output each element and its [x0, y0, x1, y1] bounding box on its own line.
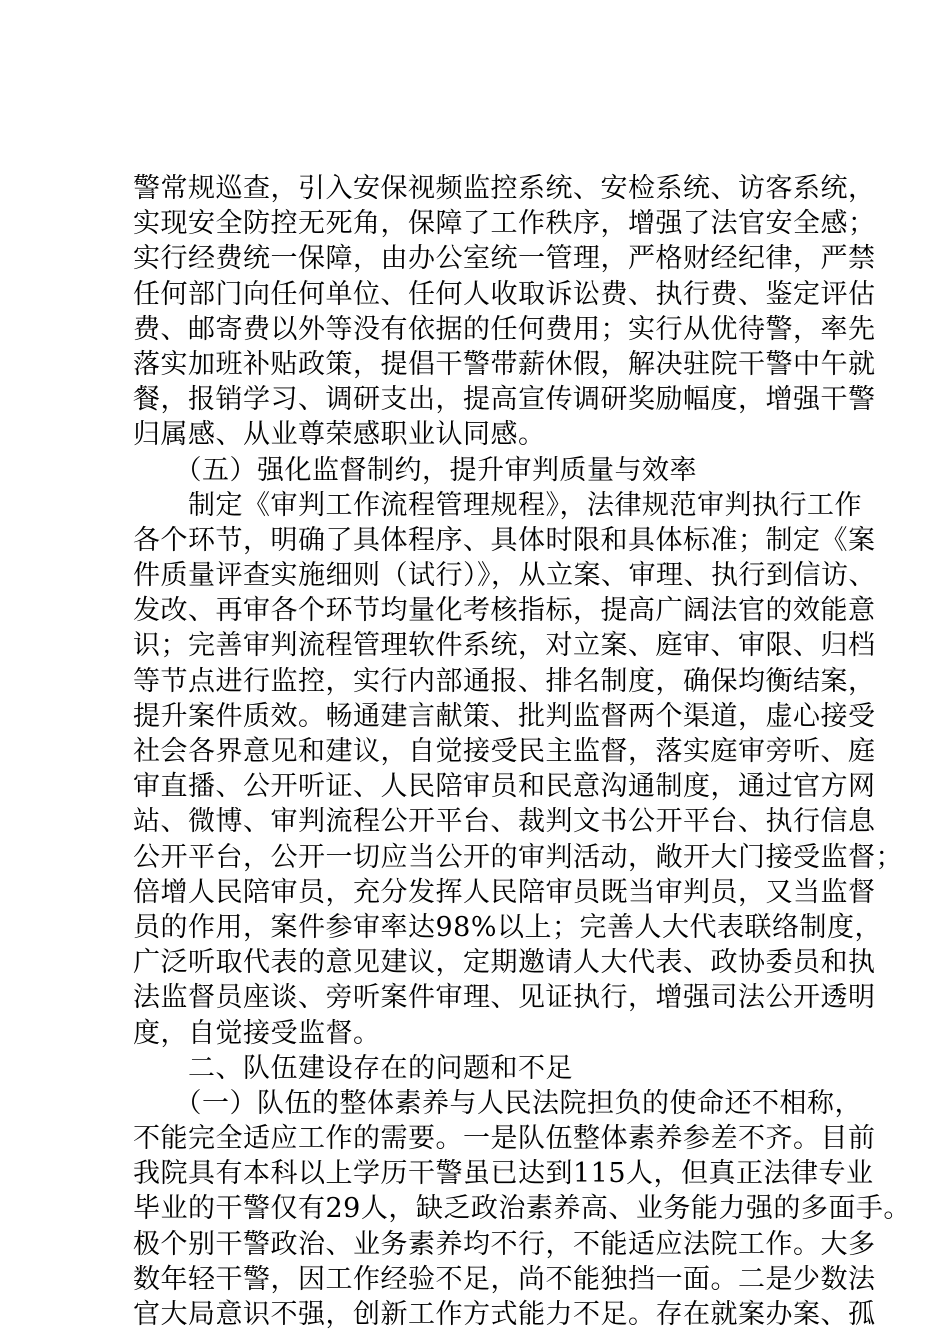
- body-text: [133, 171, 911, 1332]
- text-line: 归属感、从业尊荣感职业认同感。: [133, 419, 546, 451]
- text-line: 倍增人民陪审员，充分发挥人民陪审员既当审判员，又当监督: [133, 876, 876, 908]
- text-line: 任何部门向任何单位、任何人收取诉讼费、执行费、鉴定评估: [133, 278, 876, 310]
- text-line: 不能完全适应工作的需要。一是队伍整体素养参差不齐。目前: [133, 1123, 876, 1155]
- text-line: 度，自觉接受监督。: [133, 1017, 381, 1049]
- text-line: 员的作用，案件参审率达98%以上；完善人大代表联络制度，: [133, 911, 883, 943]
- text-line: 各个环节，明确了具体程序、具体时限和具体标准；制定《案: [133, 524, 876, 556]
- text-line: 警常规巡查，引入安保视频监控系统、安检系统、访客系统，: [133, 173, 876, 204]
- text-line: 件质量评查实施细则（试行）》，从立案、审理、执行到信访、: [133, 560, 876, 592]
- text-line: 提升案件质效。畅通建言献策、批判监督两个渠道，虚心接受: [133, 700, 876, 732]
- text-line: 站、微博、审判流程公开平台、裁判文书公开平台、执行信息: [133, 806, 876, 838]
- text-line: 法监督员座谈、旁听案件审理、见证执行，增强司法公开透明: [133, 982, 876, 1014]
- text-line: 实行经费统一保障，由办公室统一管理，严格财经纪律，严禁: [133, 243, 876, 275]
- text-line: 发改、再审各个环节均量化考核指标，提高广阔法官的效能意: [133, 595, 876, 627]
- text-line: 实现安全防控无死角，保障了工作秩序，增强了法官安全感；: [133, 208, 876, 240]
- section-heading: 二、队伍建设存在的问题和不足: [133, 1052, 573, 1084]
- text-line: 费、邮寄费以外等没有依据的任何费用；实行从优待警，率先: [133, 313, 876, 345]
- text-line: 毕业的干警仅有29人，缺乏政治素养高、业务能力强的多面手。: [133, 1193, 911, 1225]
- text-line: 审直播、公开听证、人民陪审员和民意沟通制度，通过官方网: [133, 771, 876, 803]
- text-line: 落实加班补贴政策，提倡干警带薪休假，解决驻院干警中午就: [133, 348, 876, 380]
- section-heading: （五）强化监督制约，提升审判质量与效率: [133, 454, 697, 486]
- text-line: 公开平台，公开一切应当公开的审判活动，敞开大门接受监督；: [133, 841, 903, 873]
- text-line: 等节点进行监控，实行内部通报、排名制度，确保均衡结案，: [133, 665, 876, 697]
- text-line: 餐，报销学习、调研支出，提高宣传调研奖励幅度，增强干警: [133, 384, 876, 416]
- text-line: 数年轻干警，因工作经验不足，尚不能独挡一面。二是少数法: [133, 1263, 876, 1295]
- text-line: 官大局意识不强，创新工作方式能力不足。存在就案办案、孤: [133, 1299, 876, 1330]
- text-line: 极个别干警政治、业务素养均不行，不能适应法院工作。大多: [133, 1228, 876, 1260]
- text-line: 识；完善审判流程管理软件系统，对立案、庭审、审限、归档: [133, 630, 876, 662]
- text-line: 社会各界意见和建议，自觉接受民主监督，落实庭审旁听、庭: [133, 736, 876, 767]
- text-line: 我院具有本科以上学历干警虽已达到115人，但真正法律专业: [133, 1158, 874, 1190]
- text-line: 制定《审判工作流程管理规程》，法律规范审判执行工作: [133, 489, 862, 521]
- text-line: （一）队伍的整体素养与人民法院担负的使命还不相称，: [133, 1087, 862, 1119]
- text-line: 广泛听取代表的意见建议，定期邀请人大代表、政协委员和执: [133, 947, 876, 979]
